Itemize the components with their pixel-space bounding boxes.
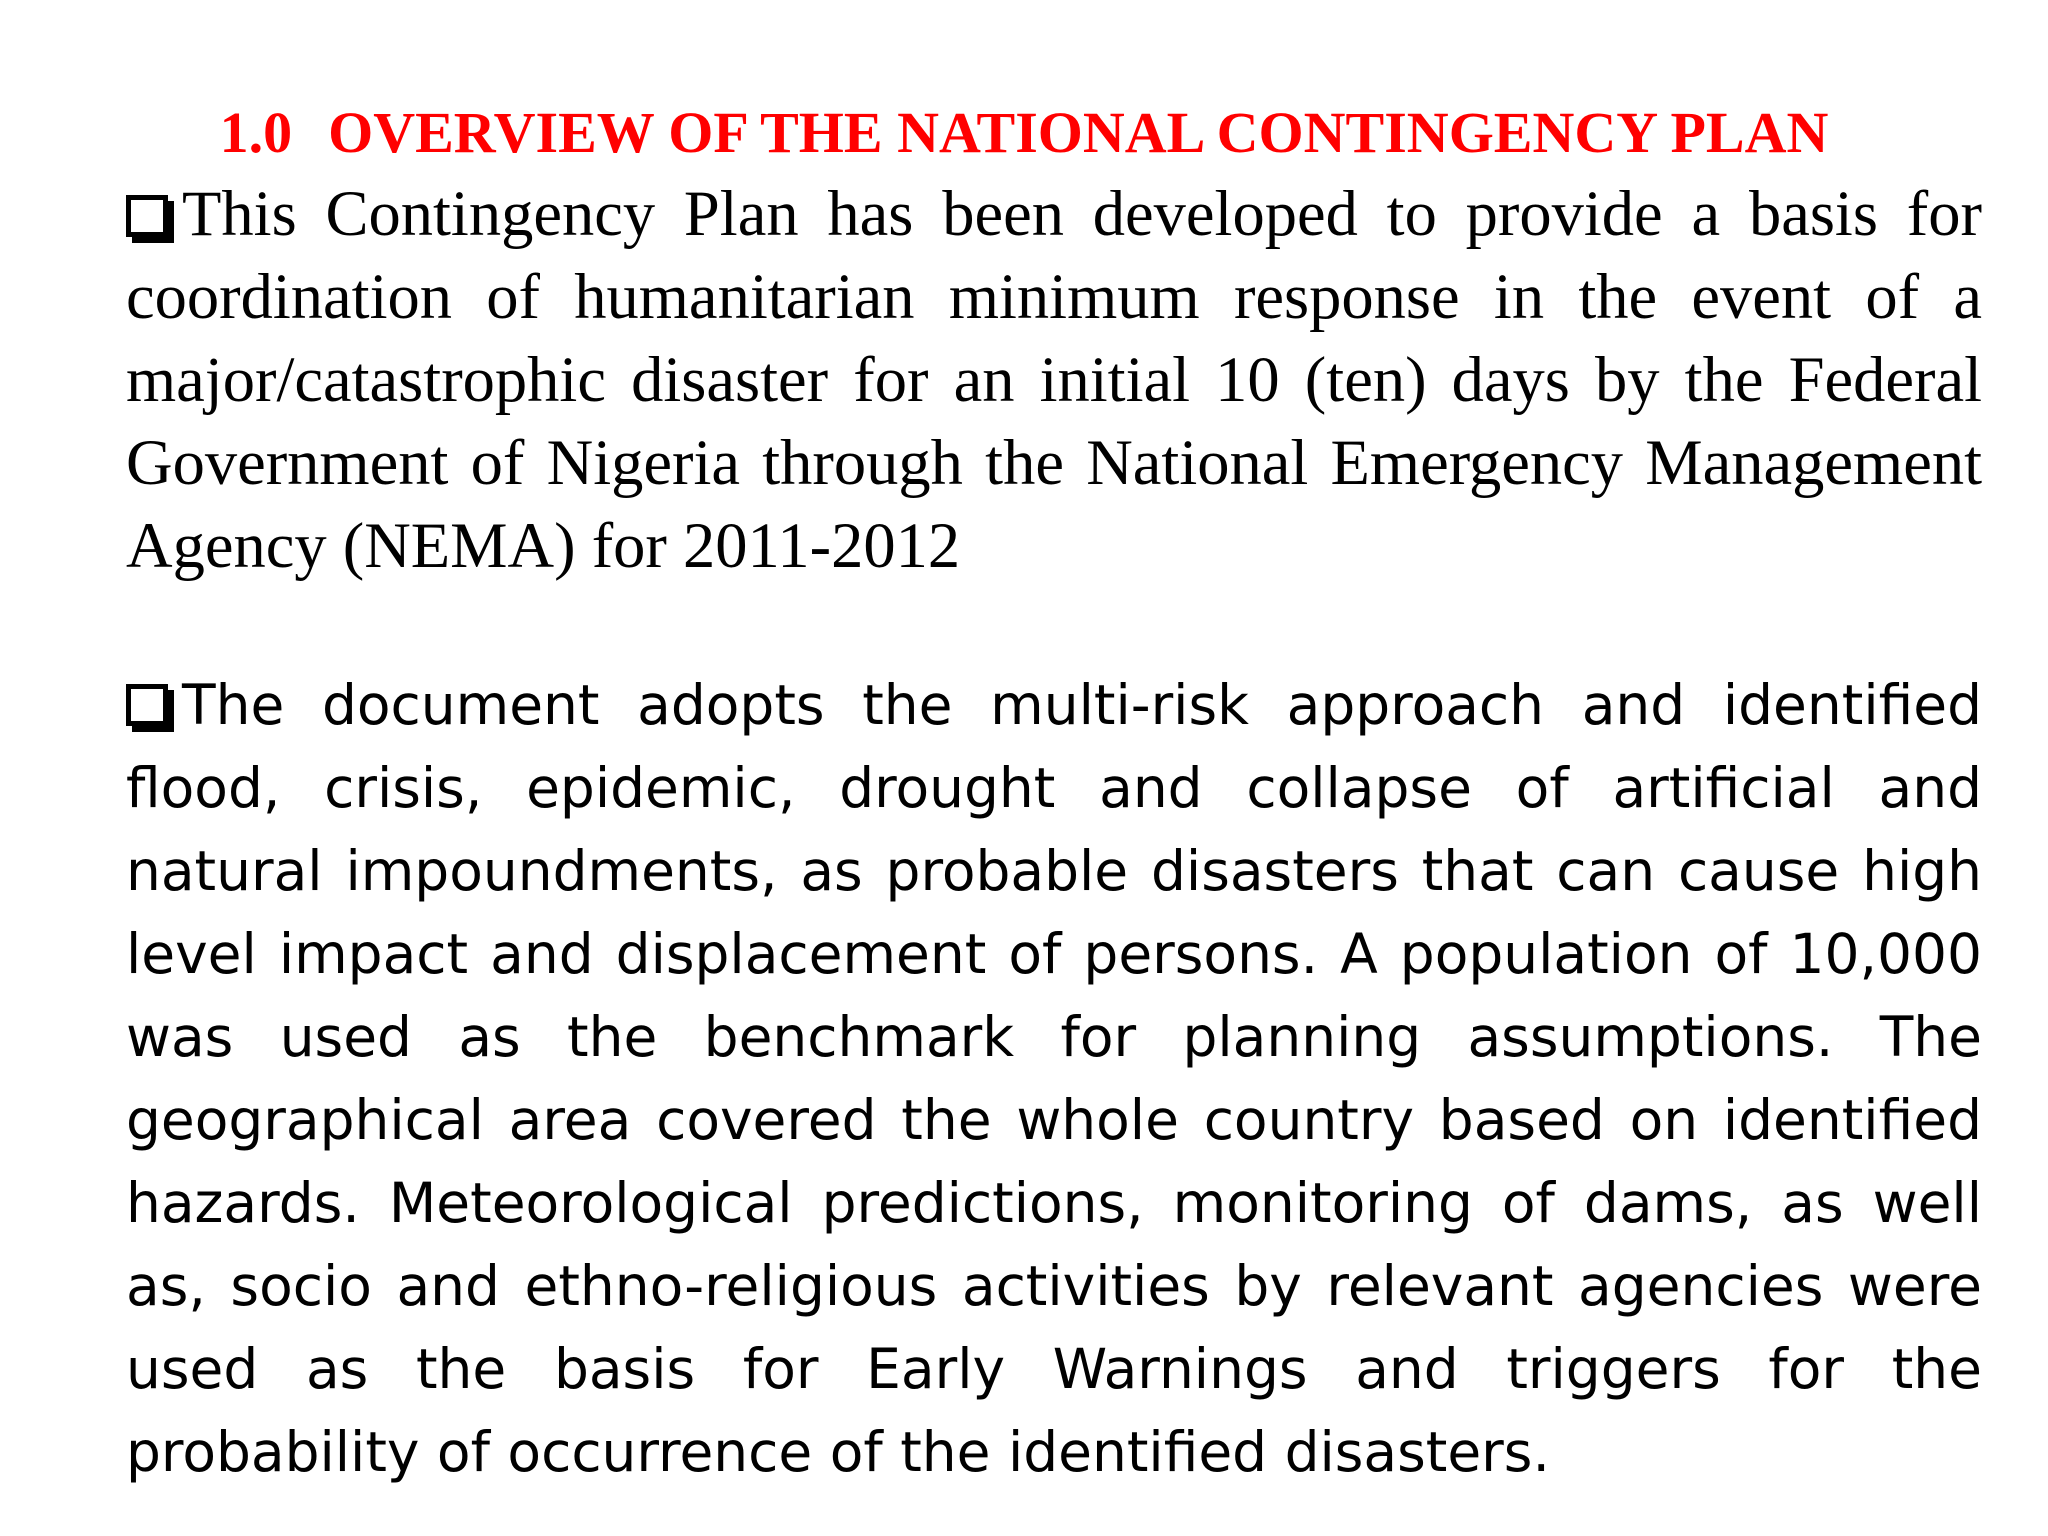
bullet-text: The document adopts the multi-risk approach and identified flood, crisis, epidemic, drought and collapse of artificial and natural impoundments, as probable disasters that can cause high level impact and displacement of persons. A population of 10,000 was used as the benchmark for planning assumptions. The geographical area covered the whole country based on identified hazards. Meteorological predictions, monitoring of dams, as well as, socio and ethno-religious activities by relevant agencies were used as the basis for Early Warnings and triggers for the probability of occurrence of the identified disasters. xyxy=(126,673,1982,1484)
slide-title xyxy=(0,98,2048,168)
section-title: OVERVIEW OF THE NATIONAL CONTINGENCY PLAN xyxy=(328,100,1829,165)
checkbox-icon xyxy=(126,684,168,726)
bullet-text: This Contingency Plan has been developed to provide a basis for coordination of humanitarian minimum response in the event of a major/catastrophic disaster for an initial 10 (ten) days by the Federal Government of Nigeria through the National Emergency Management Agency (NEMA) for 2011-2012 xyxy=(126,178,1982,581)
section-number: 1.0 xyxy=(219,100,293,165)
bullet-item-approach xyxy=(126,664,1982,1494)
checkbox-icon xyxy=(126,195,168,237)
bullet-item-plan-purpose xyxy=(126,172,1982,587)
